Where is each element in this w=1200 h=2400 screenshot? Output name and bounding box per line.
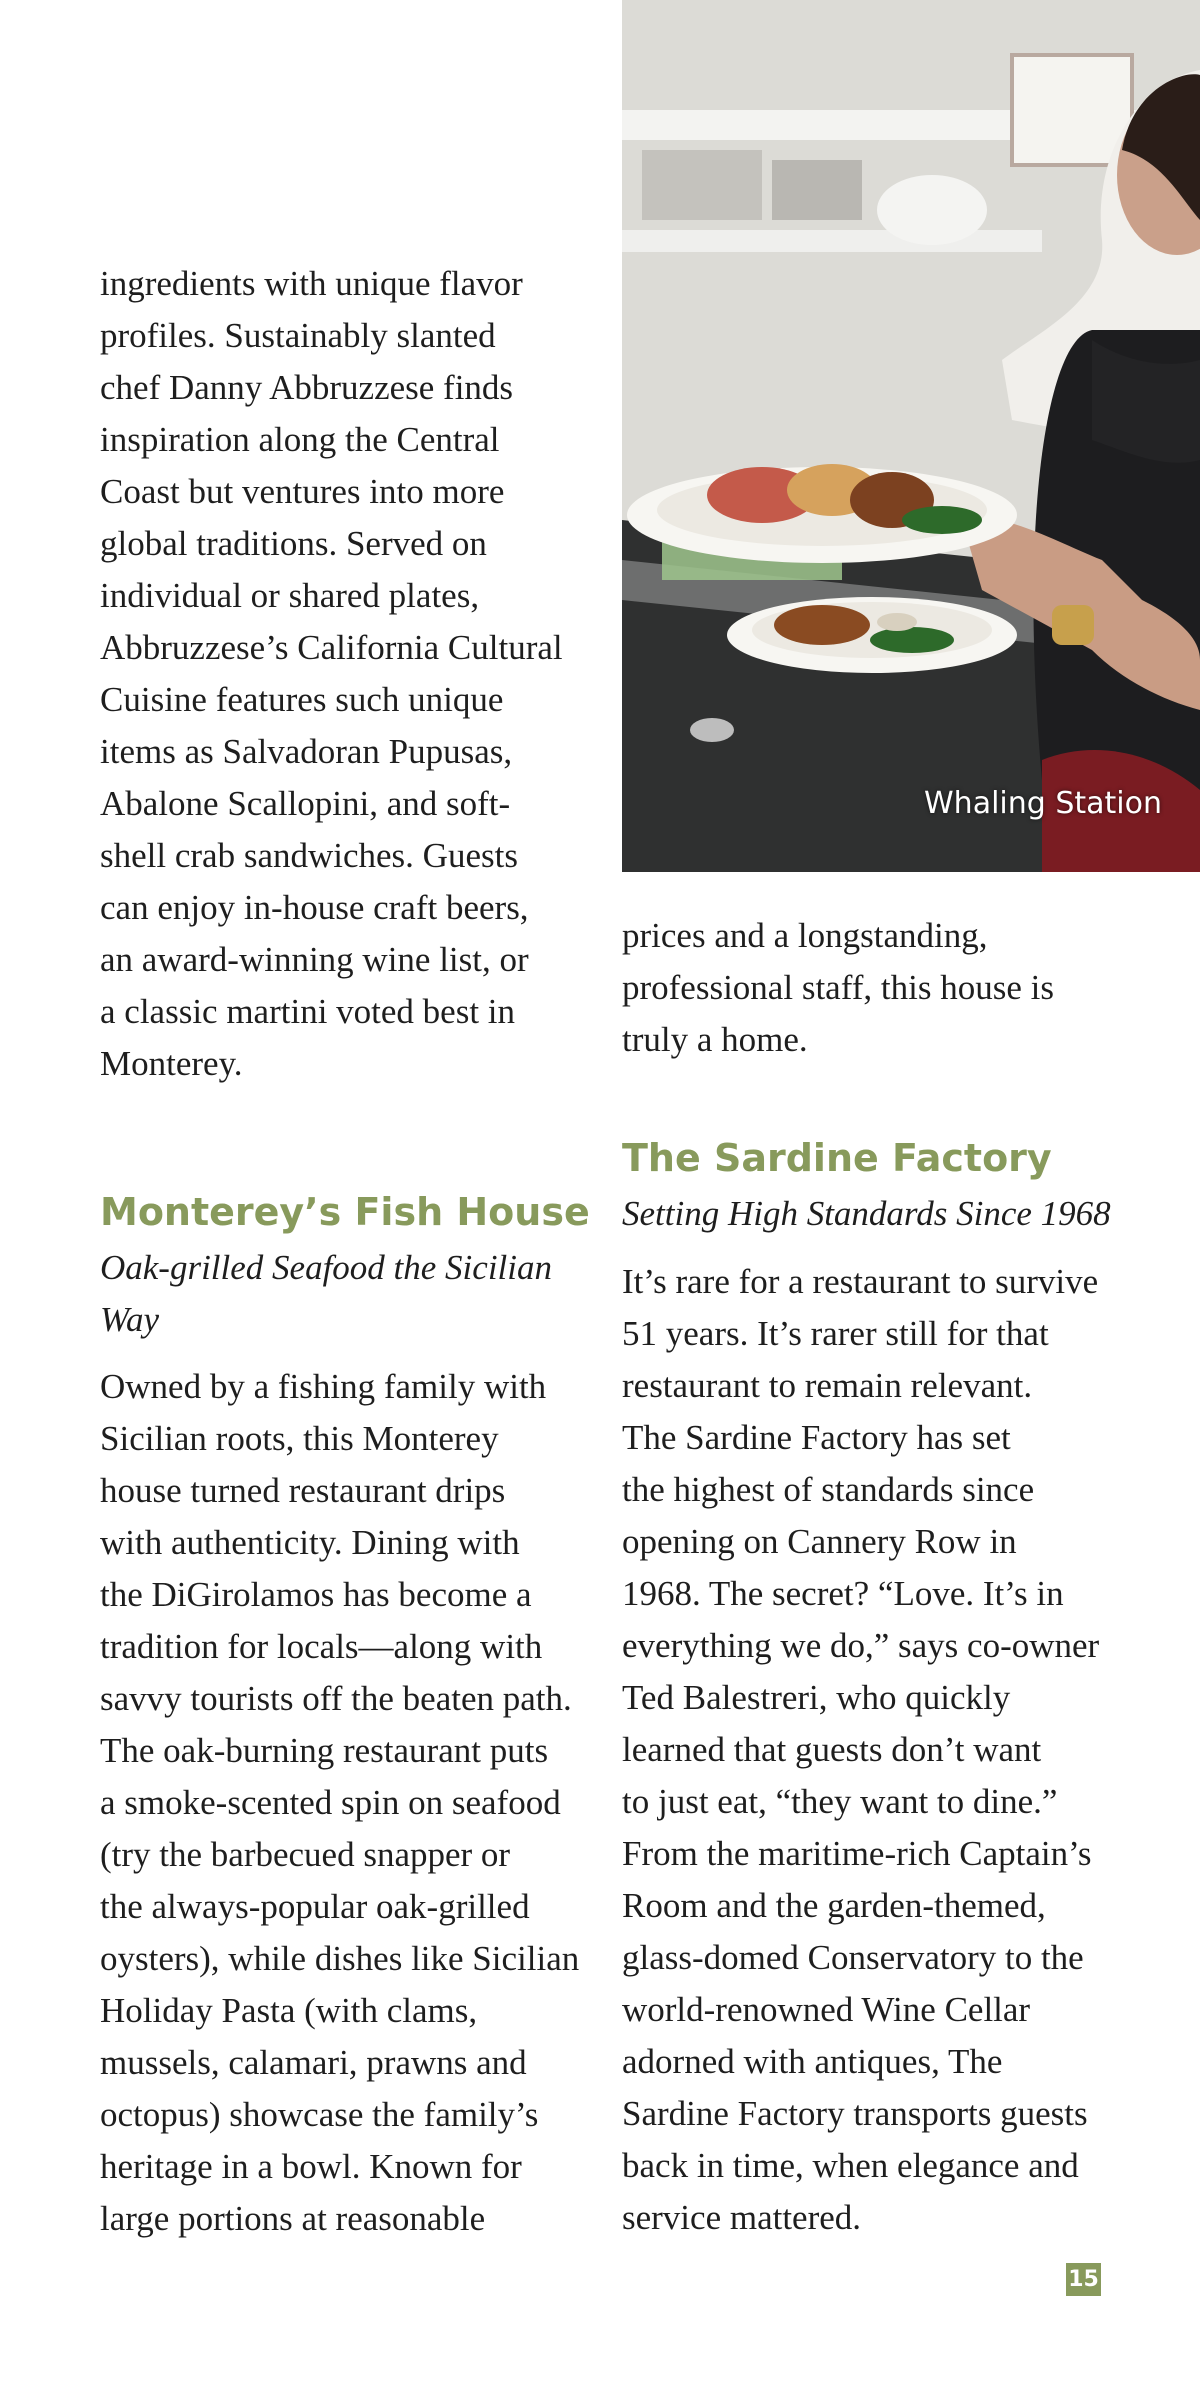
text-line: Cuisine features such unique [100, 680, 504, 719]
fish-house-heading: Monterey’s Fish House [100, 1190, 590, 1234]
text-line: the always-popular oak-grilled [100, 1887, 530, 1926]
text-line: adorned with antiques, The [622, 2042, 1003, 2081]
text-line: everything we do,” says co-owner [622, 1626, 1100, 1665]
text-line: Abalone Scallopini, and soft- [100, 784, 511, 823]
text-line: truly a home. [622, 1020, 808, 1059]
sardine-factory-body [622, 1256, 1162, 2244]
text-line: items as Salvadoran Pupusas, [100, 732, 513, 771]
text-line: a classic martini voted best in [100, 992, 516, 1031]
subtitle-line: Oak-grilled Seafood the Sicilian [100, 1248, 552, 1287]
text-line: house turned restaurant drips [100, 1471, 506, 1510]
restaurant-server-photo-icon [622, 0, 1200, 872]
text-line: large portions at reasonable [100, 2199, 486, 2238]
text-line: heritage in a bowl. Known for [100, 2147, 522, 2186]
text-line: Room and the garden-themed, [622, 1886, 1046, 1925]
text-line: shell crab sandwiches. Guests [100, 836, 518, 875]
text-line: to just eat, “they want to dine.” [622, 1782, 1058, 1821]
text-line: ingredients with unique flavor [100, 264, 523, 303]
text-line: From the maritime-rich Captain’s [622, 1834, 1092, 1873]
text-line: an award-winning wine list, or [100, 940, 529, 979]
intro-paragraph [100, 258, 580, 1090]
fish-house-subtitle [100, 1242, 552, 1346]
text-line: service mattered. [622, 2198, 862, 2237]
text-line: mussels, calamari, prawns and [100, 2043, 527, 2082]
text-line: The Sardine Factory has set [622, 1418, 1011, 1457]
photo-caption: Whaling Station [924, 786, 1162, 821]
fish-house-body [100, 1361, 600, 2245]
text-line: The oak-burning restaurant puts [100, 1731, 549, 1770]
subtitle-line: Setting High Standards Since 1968 [622, 1194, 1111, 1233]
text-line: opening on Cannery Row in [622, 1522, 1017, 1561]
text-line: It’s rare for a restaurant to survive [622, 1262, 1099, 1301]
text-line: tradition for locals—along with [100, 1627, 543, 1666]
text-line: (try the barbecued snapper or [100, 1835, 511, 1874]
text-line: Sicilian roots, this Monterey [100, 1419, 499, 1458]
text-line: global traditions. Served on [100, 524, 487, 563]
text-line: chef Danny Abbruzzese finds [100, 368, 514, 407]
text-line: with authenticity. Dining with [100, 1523, 520, 1562]
text-line: 1968. The secret? “Love. It’s in [622, 1574, 1064, 1613]
continuation-paragraph [622, 910, 1142, 1066]
text-line: savvy tourists off the beaten path. [100, 1679, 572, 1718]
page-number: 15 [1066, 2263, 1101, 2296]
sardine-factory-subtitle [622, 1188, 1111, 1240]
subtitle-line: Way [100, 1300, 159, 1339]
text-line: 51 years. It’s rarer still for that [622, 1314, 1049, 1353]
text-line: Coast but ventures into more [100, 472, 505, 511]
text-line: can enjoy in-house craft beers, [100, 888, 529, 927]
text-line: world-renowned Wine Cellar [622, 1990, 1031, 2029]
text-line: octopus) showcase the family’s [100, 2095, 539, 2134]
text-line: Sardine Factory transports guests [622, 2094, 1088, 2133]
text-line: Monterey. [100, 1044, 243, 1083]
text-line: glass-domed Conservatory to the [622, 1938, 1084, 1977]
restaurant-photo [622, 0, 1200, 872]
text-line: oysters), while dishes like Sicilian [100, 1939, 580, 1978]
text-line: the DiGirolamos has become a [100, 1575, 532, 1614]
text-line: Owned by a fishing family with [100, 1367, 547, 1406]
text-line: learned that guests don’t want [622, 1730, 1042, 1769]
text-line: profiles. Sustainably slanted [100, 316, 496, 355]
text-line: Ted Balestreri, who quickly [622, 1678, 1011, 1717]
text-line: the highest of standards since [622, 1470, 1035, 1509]
sardine-factory-heading: The Sardine Factory [622, 1136, 1052, 1180]
text-line: professional staff, this house is [622, 968, 1054, 1007]
text-line: Holiday Pasta (with clams, [100, 1991, 478, 2030]
text-line: inspiration along the Central [100, 420, 500, 459]
text-line: individual or shared plates, [100, 576, 480, 615]
text-line: prices and a longstanding, [622, 916, 988, 955]
text-line: back in time, when elegance and [622, 2146, 1079, 2185]
text-line: a smoke-scented spin on seafood [100, 1783, 561, 1822]
text-line: Abbruzzese’s California Cultural [100, 628, 563, 667]
text-line: restaurant to remain relevant. [622, 1366, 1033, 1405]
